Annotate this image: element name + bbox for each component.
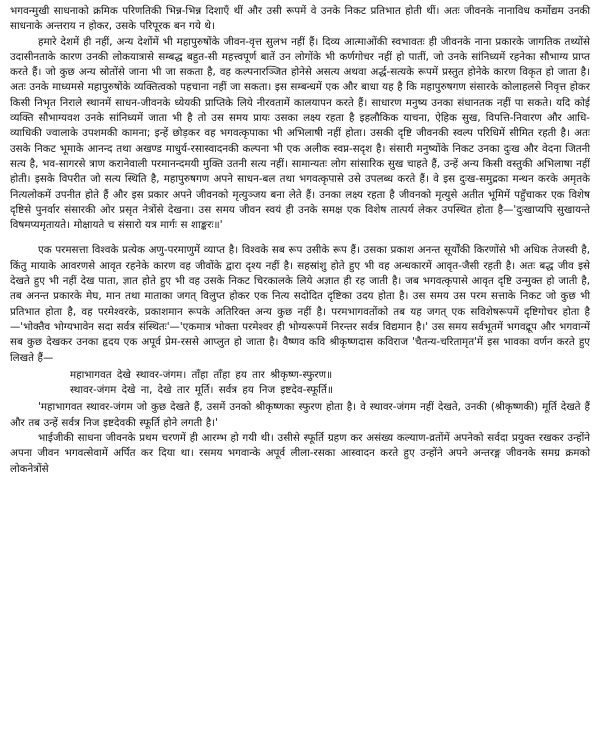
paragraph-gap [10, 233, 590, 243]
paragraph-verse-translation: 'महाभागवत स्थावर-जंगम जो कुछ देखते हैं, उसमें उनको श्रीकृष्णका स्फुरण होता है। वे स्थावर-जंगम नहीं देखते, उनकी (श्रीकृष्णकी) मूर्ति देखते हैं और तब उन्हें सर्वत्र निज इष्टदेवकी स्फूर्ति होने लगती है।' [10, 401, 590, 429]
paragraph-supreme-reality: एक परमसत्ता विश्वके प्रत्येक अणु-परमाणुमें व्याप्त है। विश्वके सब रूप उसीके रूप हैं। उसका प्रकाश अनन्त सूर्योंकी किरणोंसे भी अधिक तेजस्वी है, किंतु मायाके आवरणसे आवृत रहनेके कारण वह जीवोंके द्वारा दृश्य नहीं है। सहस्रांशु होते हुए भी वह अन्धकारमें आवृत-जैसी रहती है। अतः बद्ध जीव इसे देखते हुए भी नहीं देख पाता, ज्ञात होते हुए भी वह उसके निकट चिरकालके लिये अज्ञात ही रह जाती है। जब भगवत्कृपासे आवृत दृष्टि उन्मुक्त हो जाती है, तब अनन्त प्रकारके मेघ, मान तथा माताका जगत् विलुप्त होकर एक नित्य सदोदित दृष्टिका उदय होता है। उस समय उस परम सत्ताके निकट जो कुछ भी प्रतिभात होता है, वह परमेश्वरके, प्रकाशमान रूपके अतिरिक्त अन्य कुछ नहीं है। परमभागवतोंको तब यह जगत् एक सविशेषरूपमें दृष्टिगोचर होता है—'भोक्तैव भोग्यभावेन सदा सर्वत्र संस्थितः'—'एकमात्र भोक्ता परमेश्वर ही भोग्यरूपमें निरन्तर सर्वत्र विद्यमान है।' उस समय सर्वभूतमें भगवद्रूप और भगवान्में सब कुछ देखकर उनका हृदय एक अपूर्व प्रेम-रससे आप्लुत हो जाता है। वैष्णव कवि श्रीकृष्णदास कविराज 'चैतन्य-चरितामृत'में इस भावका वर्णन करते हुए लिखते हैं— [10, 244, 590, 364]
paragraph-bhaiji-sadhana: भाईजीकी साधना जीवनके प्रथम चरणमें ही आरम्भ हो गयी थी। उसीसे स्फूर्ति ग्रहण कर असंख्य कल्याण-व्रतोंमें अपनेको सर्वदा प्रयुक्त रखकर उन्होंने अपना जीवन भगवत्सेवामें अर्पित कर दिया था। रसमय भगवान्के अपूर्व लीला-रसका आस्वादन करते हुए उन्होंने अपने अन्तरङ्ग जीवनके समग्र क्रमको लोकनेत्रोंसे [10, 432, 590, 475]
paragraph-biographies: हमारे देशमें ही नहीं, अन्य देशोंमें भी महापुरुषोंके जीवन-वृत्त सुलभ नहीं हैं। दिव्य आत्माओंकी स्वभावतः ही जीवनके नाना प्रकारके जागतिक तथ्योंसे उदासीनताके कारण उनकी लोकयात्रासे सम्बद्ध बहुत-सी महत्त्वपूर्ण बातें उन लोगोंके भी कर्णगोचर नहीं हो पातीं, जो उनके सांनिध्यमें रहनेका सौभाग्य प्राप्त करते हैं। जो कुछ अन्य स्रोतोंसे जाना भी जा सकता है, वह कल्पनारञ्जित होनेसे असत्य अथवा अर्द्ध-सत्यके रूपमें प्रस्तुत होनेके कारण विकृत हो जाता है। अतः उनके माध्यमसे महापुरुषोंके व्यक्तित्वको पहचाना नहीं जा सकता। इस सम्बन्धमें एक और बाधा यह है कि महापुरुषगण संसारके कोलाहलसे निवृत्त होकर किसी निभृत निराले स्थानमें साधन-जीवनके ध्येयकी प्राप्तिके लिये नीरवतामें कालयापन करते हैं। साधारण मनुष्य उनका संधानतक नहीं पा सकते। यदि कोई व्यक्ति सौभाग्यवश उनके सांनिध्यमें जाता भी है तो उस समय प्रायः उसका लक्ष्य रहता है इहलौकिक याचना, ऐहिक सुख, विपत्ति-निवारण और आधि-व्याधिकी ज्वालाके उपशमकी कामना; इन्हें छोड़कर वह भगवत्कृपाका भी अभिलाषी नहीं होता। उसकी दृष्टि जीवनकी स्वल्प परिधिमें सीमित रहती है। अतः उसके निकट भूमाके आनन्द तथा अखण्ड माधुर्य-रसास्वादनकी कल्पना भी एक अलीक स्वप्न-सदृश है। संसारी मनुष्योंके निकट उनका दुःख और वेदना जितनी सत्य है, भव-सागरसे त्राण करानेवाली परमानन्दमयी मुक्ति उतनी सत्य नहीं। सामान्यतः लोग सांसारिक सुख चाहते हैं, उन्हें अन्य किसी वस्तुकी अभिलाषा नहीं होती। इसके विपरीत जो सत्य स्थिति है, महापुरुषगण अपने साधन-बल तथा भगवत्कृपासे उसे उपलब्ध करते हैं। वे इस दुःख-समुद्रका मन्थन करके अमृतके नित्यलोकमें उपनीत होते हैं और इस प्रकार अपने जीवनको मृत्युञ्जय बना लेते हैं। उनका लक्ष्य रहता है जीवनको मृत्युसे अतीत भूमिमें पहुँचाकर एक विशेष दृष्टिसे पुनर्वार संसारकी ओर प्रसृत नेत्रोंसे देखना। उस समय जीवन स्वयं ही उनके समक्ष एक विशेष तात्पर्य लेकर उपस्थित होता है—'दुःखाप्यपि सुखायन्ते विषमप्यमृतायते। मोक्षायते च संसारो यत्र मार्गः स शाङ्करः॥' [10, 35, 590, 232]
paragraph-intro: भगवन्मुखी साधनाको क्रमिक परिणतिकी भिन्न-भिन्न दिशाएँ थीं और उसी रूपमें वे उनके निकट प्रतिभात होती थीं। अतः जीवनके नानाविध कर्मोद्यम उनकी साधनाके अन्तराय न होकर, उसके परिपूरक बन गये थे। [10, 5, 590, 33]
verse-line-1: महाभागवत देखे स्थावर-जंगम। ताँहा ताँहा हय तार श्रीकृष्ण-स्फुरण॥ [70, 368, 333, 381]
verse-block [10, 368, 590, 399]
verse-line-2: स्थावर-जंगम देखे ना, देखे तार मूर्ति। सर्वत्र हय निज इष्टदेव-स्फूर्ति॥ [70, 384, 333, 397]
